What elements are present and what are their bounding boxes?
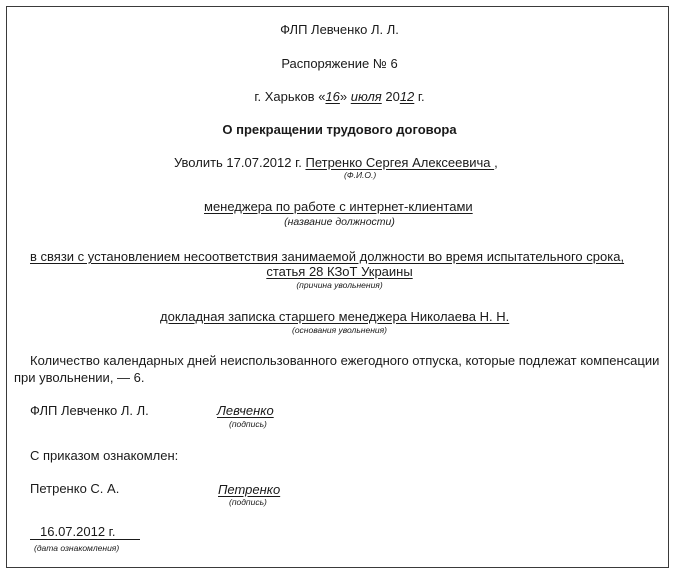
ack-date-caption: (дата ознакомления) <box>34 543 120 553</box>
date-month: июля <box>350 89 382 104</box>
date-city: г. Харьков « <box>254 89 326 104</box>
basis-caption: (основания увольнения) <box>292 325 387 335</box>
date-end: г. <box>414 89 425 104</box>
basis-text: докладная записка старшего менеджера Николаева Н. Н. <box>160 309 510 324</box>
order-date-line <box>0 89 679 105</box>
date-year-prefix: 20 <box>381 89 400 104</box>
reason-line-1: в связи с установлением несоответствия занимаемой должности во время испытательного срока, <box>30 249 625 264</box>
reason-caption: (причина увольнения) <box>296 280 383 290</box>
employee-signature: Петренко <box>218 482 281 497</box>
vacation-line-1: Количество календарных дней неиспользованного ежегодного отпуска, которые подлежат компенсации <box>30 353 660 368</box>
fio-caption: (Ф.И.О.) <box>344 170 377 180</box>
reason-line-2: статья 28 КЗоТ Украины <box>266 264 413 279</box>
order-subject: О прекращении трудового договора <box>222 122 457 137</box>
date-year-suffix: 12 <box>399 89 415 104</box>
date-mid: » <box>339 89 351 104</box>
vacation-line-2: при увольнении, — 6. <box>14 370 145 385</box>
dismiss-text: Уволить 17.07.2012 г. <box>174 155 306 170</box>
employee-signature-caption: (подпись) <box>229 497 267 507</box>
order-title: Распоряжение № 6 <box>281 56 398 71</box>
employee-short-name: Петренко С. А. <box>30 481 120 496</box>
signer-signature: Левченко <box>217 403 274 418</box>
signer-signature-caption: (подпись) <box>229 419 267 429</box>
issuer-name: ФЛП Левченко Л. Л. <box>280 22 399 37</box>
ack-date-value: 16.07.2012 г. <box>30 525 140 540</box>
signer-name: ФЛП Левченко Л. Л. <box>30 403 149 418</box>
date-day: 16 <box>325 89 340 104</box>
acknowledged-label: С приказом ознакомлен: <box>30 448 179 463</box>
position-text: менеджера по работе с интернет-клиентами <box>204 199 473 214</box>
employee-name: Петренко Сергея Алексеевича <box>305 155 495 170</box>
position-caption: (название должности) <box>284 216 395 228</box>
dismiss-comma: , <box>494 155 498 170</box>
dismiss-line <box>174 155 498 171</box>
